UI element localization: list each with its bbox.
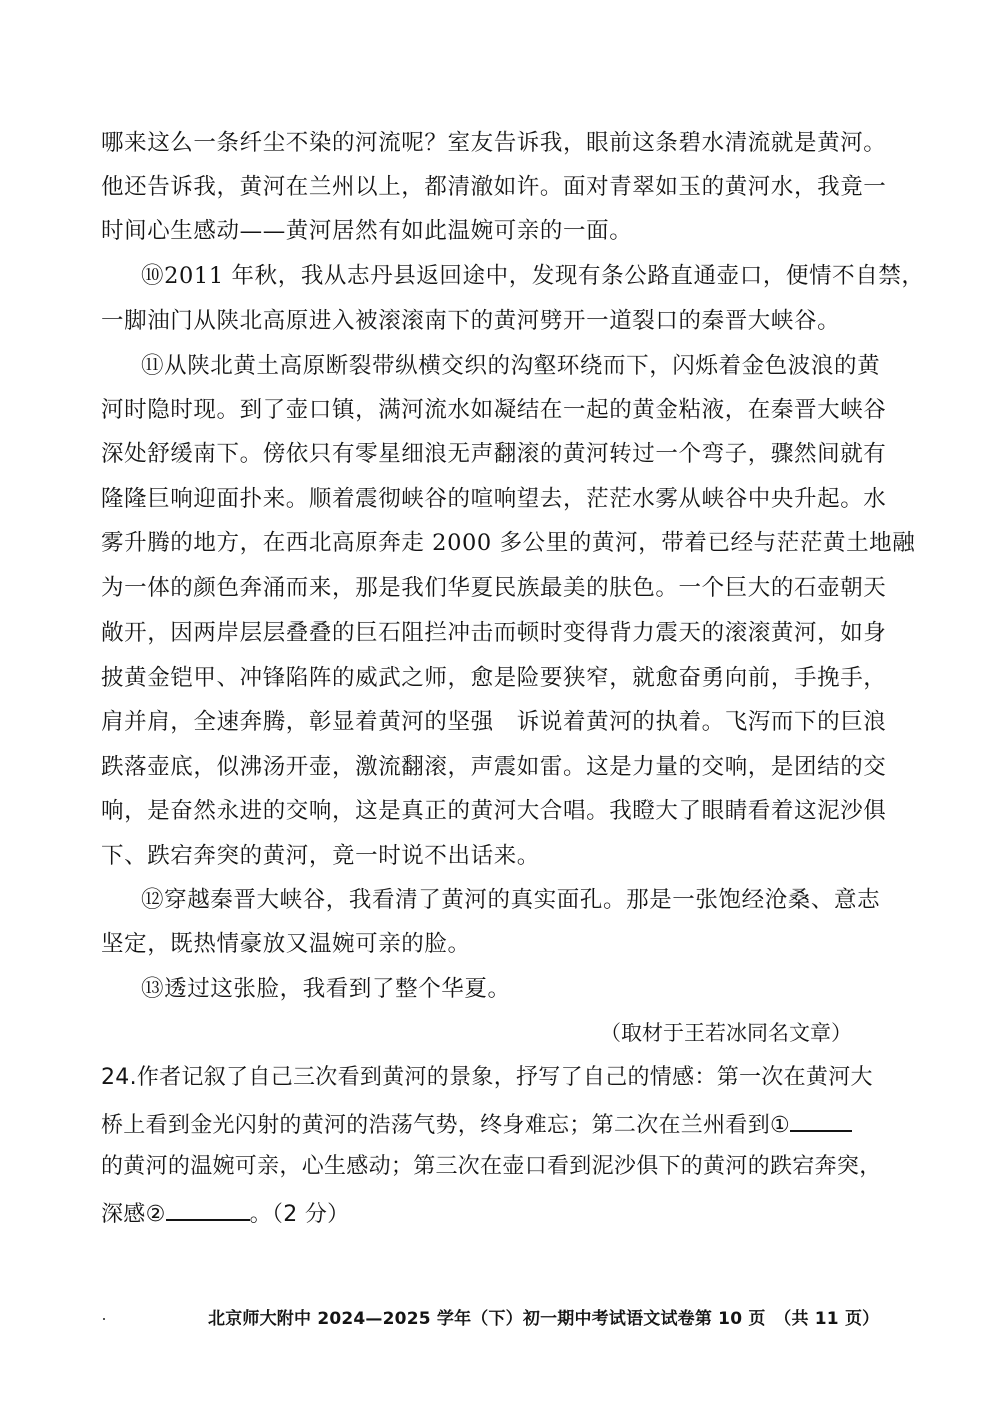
question-text: 桥上看到金光闪射的黄河的浩荡气势，终身难忘；第二次在兰州看到① <box>101 1113 791 1138</box>
passage-line: 哪来这么一条纤尘不染的河流呢？室友告诉我，眼前这条碧水清流就是黄河。 <box>101 130 887 156</box>
question-line <box>101 1197 349 1230</box>
passage-line: 隆隆巨响迎面扑来。顺着震彻峡谷的喧响望去，茫茫水雾从峡谷中央升起。水 <box>101 486 887 512</box>
answer-blank-1[interactable] <box>790 1108 852 1132</box>
passage-line: 坚定，既热情豪放又温婉可亲的脸。 <box>101 931 471 957</box>
passage-line: 时间心生感动——黄河居然有如此温婉可亲的一面。 <box>101 218 633 244</box>
question-line <box>101 1108 852 1141</box>
passage-line: 敞开，因两岸层层叠叠的巨石阻拦冲击而顿时变得背力震天的滚滚黄河，如身 <box>101 620 887 646</box>
passage-line: 为一体的颜色奔涌而来，那是我们华夏民族最美的肤色。一个巨大的石壶朝天 <box>101 575 887 601</box>
source-attribution: （取材于王若冰同名文章） <box>600 1021 852 1045</box>
passage-line: 披黄金铠甲、冲锋陷阵的威武之师，愈是险要狭窄，就愈奋勇向前，手挽手， <box>101 665 887 691</box>
answer-blank-2[interactable] <box>166 1197 250 1221</box>
passage-line: 响，是奋然永进的交响，这是真正的黄河大合唱。我瞪大了眼睛看着这泥沙俱 <box>101 798 887 824</box>
passage-line: ⑪从陕北黄土高原断裂带纵横交织的沟壑环绕而下，闪烁着金色波浪的黄 <box>141 353 881 379</box>
passage-line: ⑩2011 年秋，我从志丹县返回途中，发现有条公路直通壶口，便情不自禁， <box>141 263 925 289</box>
question-text: 深感② <box>101 1202 166 1227</box>
passage-line: 他还告诉我，黄河在兰州以上，都清澈如许。面对青翠如玉的黄河水，我竟一 <box>101 174 887 200</box>
page-footer: 北京师大附中 2024—2025 学年（下）初一期中考试语文试卷第 10 页 （共 11 页） <box>208 1309 880 1329</box>
question-line: 的黄河的温婉可亲，心生感动；第三次在壶口看到泥沙俱下的黄河的跌宕奔突， <box>101 1154 882 1179</box>
passage-line: 深处舒缓南下。傍依只有零星细浪无声翻滚的黄河转过一个弯子，骤然间就有 <box>101 441 887 467</box>
passage-line: 河时隐时现。到了壶口镇，满河流水如凝结在一起的黄金粘液，在秦晋大峡谷 <box>101 397 887 423</box>
question-line: 24.作者记叙了自己三次看到黄河的景象，抒写了自己的情感：第一次在黄河大 <box>101 1065 873 1090</box>
passage-line: ⑫穿越秦晋大峡谷，我看清了黄河的真实面孔。那是一张饱经沧桑、意志 <box>141 887 881 913</box>
passage-line: 一脚油门从陕北高原进入被滚滚南下的黄河劈开一道裂口的秦晋大峡谷。 <box>101 308 841 334</box>
passage-line: 跌落壶底，似沸汤开壶，激流翻滚，声震如雷。这是力量的交响，是团结的交 <box>101 754 887 780</box>
passage-line: 下、跌宕奔突的黄河，竟一时说不出话来。 <box>101 843 540 869</box>
scan-speck <box>103 1318 105 1320</box>
passage-line: 雾升腾的地方，在西北高原奔走 2000 多公里的黄河，带着已经与茫茫黄土地融 <box>101 530 916 556</box>
question-text: 。（2 分） <box>249 1202 350 1227</box>
passage-line: 肩并肩，全速奔腾，彰显着黄河的坚强 诉说着黄河的执着。飞泻而下的巨浪 <box>101 709 887 735</box>
passage-line: ⑬透过这张脸，我看到了整个华夏。 <box>141 976 511 1002</box>
